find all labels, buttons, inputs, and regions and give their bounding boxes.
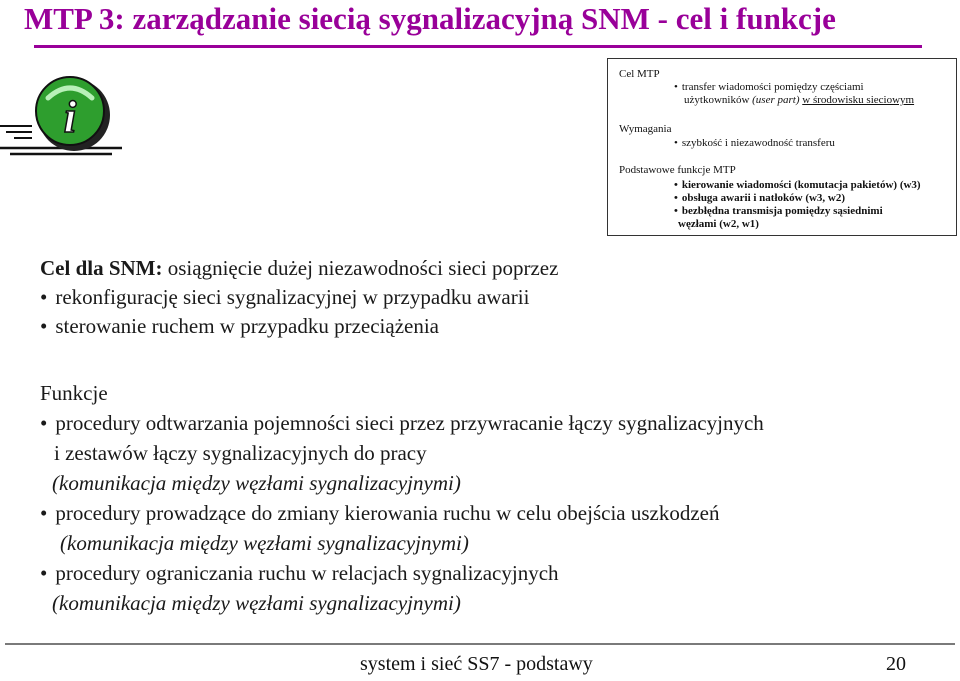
function-item: • procedury odtwarzania pojemności sieci przez przywracanie łączy sygnalizacyjnych: [40, 408, 940, 438]
info-icon: [0, 76, 130, 166]
footer-text: system i sieć SS7 - podstawy: [360, 653, 593, 675]
goal-item: • sterowanie ruchem w przypadku przeciążenia: [40, 312, 920, 341]
snm-goal-section: [40, 254, 920, 341]
page-number: 20: [886, 653, 906, 675]
svg-text:i: i: [63, 91, 77, 142]
functions-heading: Funkcje: [40, 381, 108, 405]
box-goal-line2-b: (user part): [752, 94, 800, 106]
function-item-continuation: i zestawów łączy sygnalizacyjnych do pracy: [54, 441, 427, 465]
box-functions-heading: Podstawowe funkcje MTP: [619, 164, 736, 176]
goal-text: osiągnięcie dużej niezawodności sieci poprzez: [167, 256, 559, 280]
goal-item: • rekonfigurację sieci sygnalizacyjnej w przypadku awarii: [40, 283, 920, 312]
title-underline: [34, 45, 922, 48]
footer-divider: [5, 643, 955, 645]
box-function-item: • obsługa awarii i natłoków (w3, w2): [674, 192, 845, 205]
function-note: (komunikacja między węzłami sygnalizacyjnymi): [52, 471, 461, 495]
function-item: • procedury ograniczania ruchu w relacjach sygnalizacyjnych: [40, 558, 940, 588]
function-note: (komunikacja między węzłami sygnalizacyjnymi): [60, 531, 469, 555]
function-item: • procedury prowadzące do zmiany kierowania ruchu w celu obejścia uszkodzeń: [40, 498, 940, 528]
box-function-item: • bezbłędna transmisja pomiędzy sąsiednimi: [674, 205, 883, 218]
mtp-summary-box: [607, 58, 957, 236]
function-note: (komunikacja między węzłami sygnalizacyjnymi): [52, 591, 461, 615]
functions-section: [40, 378, 940, 618]
goal-heading: [40, 254, 920, 283]
box-goal-heading: Cel MTP: [619, 68, 660, 80]
box-goal-line2-a: użytkowników: [684, 94, 750, 106]
box-goal-line2: [684, 94, 914, 107]
box-function-item: węzłami (w2, w1): [678, 218, 759, 230]
page-title: MTP 3: zarządzanie siecią sygnalizacyjną SNM - cel i funkcje: [24, 1, 836, 36]
box-requirements-heading: Wymagania: [619, 123, 672, 135]
box-goal-line1: • transfer wiadomości pomiędzy częściami: [674, 81, 864, 94]
box-requirements-item: • szybkość i niezawodność transferu: [674, 137, 835, 150]
box-goal-line2-c: w środowisku sieciowym: [802, 94, 915, 106]
goal-label: Cel dla SNM:: [40, 256, 163, 280]
box-function-item: • kierowanie wiadomości (komutacja pakietów) (w3): [674, 179, 921, 192]
